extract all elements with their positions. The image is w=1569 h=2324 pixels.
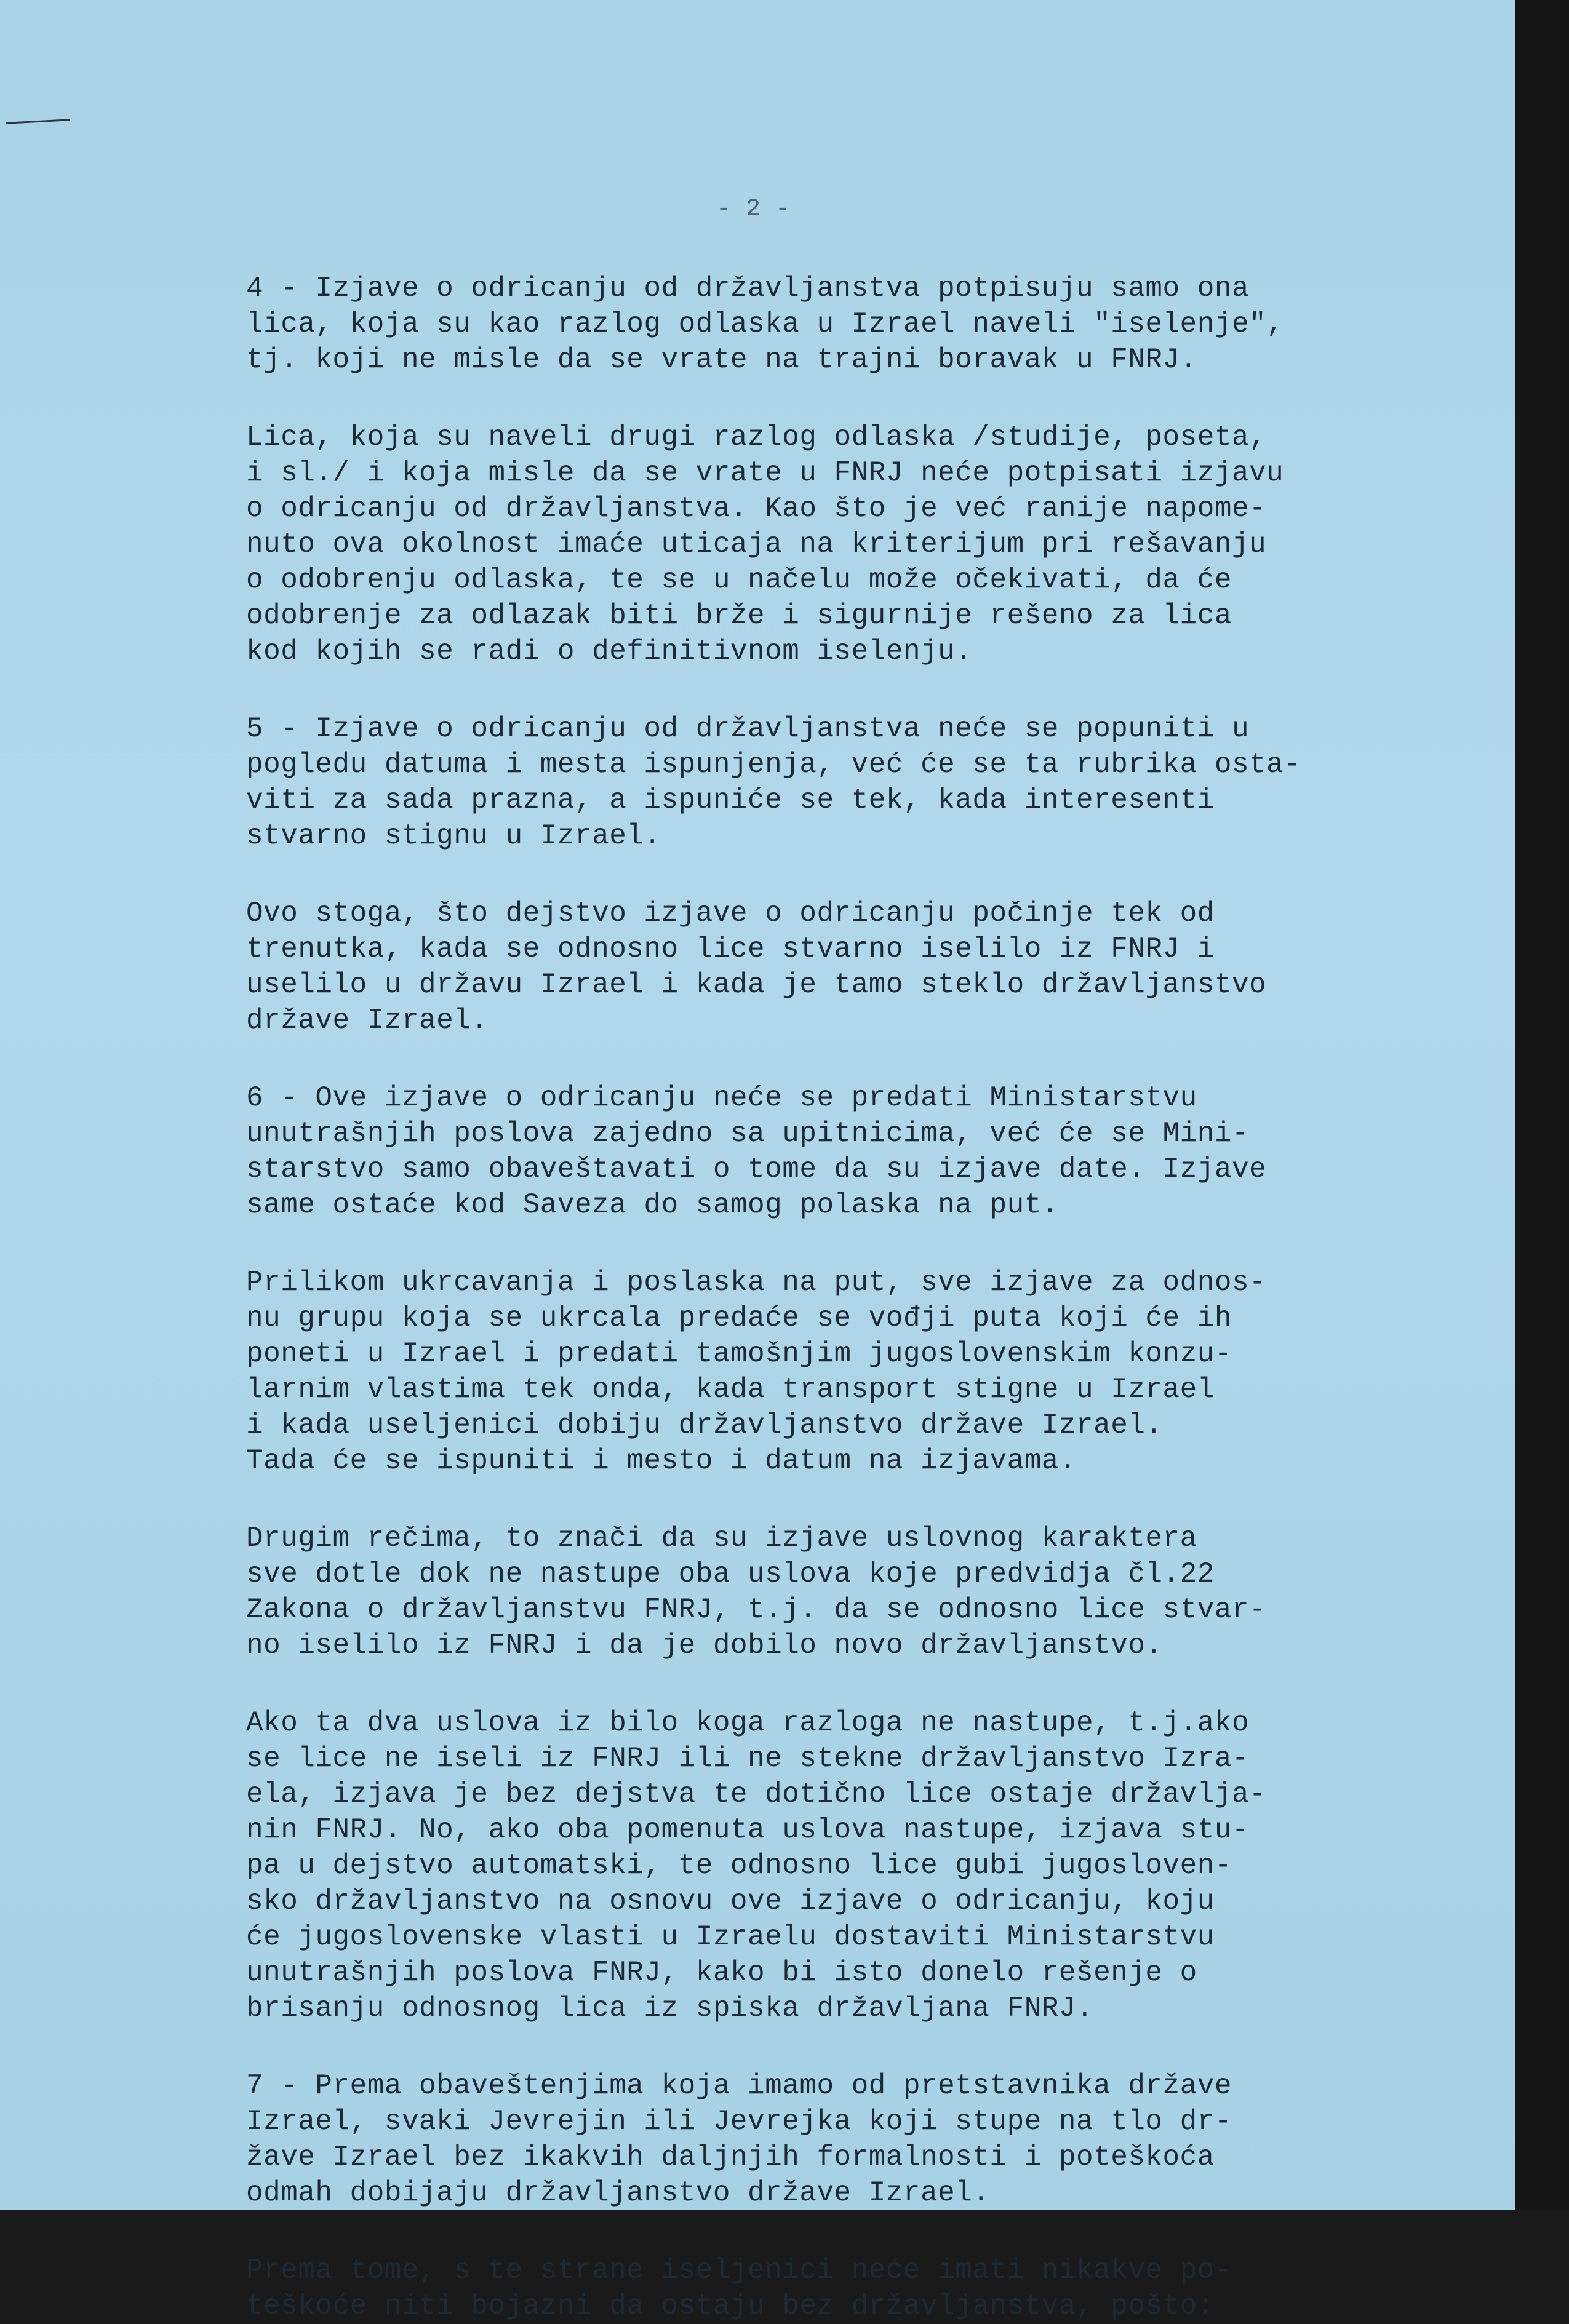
margin-mark	[6, 119, 70, 124]
paragraph-boarding: Prilikom ukrcavanja i poslaska na put, sve izjave za odnos- nu grupu koja se ukrcala predaće se vođji puta koji će ih poneti u Izrael i predati tamošnjim jugoslovenskim konzu- larnim vlastima tek onda, kada transport stigne u Izrael i kada useljenici dobiju državljanstvo države Izrael. Tada će se ispuniti i mesto i datum na izjavama.	[246, 1267, 1267, 1477]
paragraph-6-ministry: 6 - Ove izjave o odricanju neće se predati Ministarstvu unutrašnjih poslova zajedno sa upitnicima, već će se Mini- starstvo samo obaveštavati o tome da su izjave date. Izjave same ostaće kod Saveza do samog polaska na put.	[246, 1082, 1267, 1221]
paragraph-other-reasons: Lica, koja su naveli drugi razlog odlaska /studije, poseta, i sl./ i koja misle da se vrate u FNRJ neće potpisati izjavu o odricanju od državljanstva. Kao što je već ranije napome- nuto ova okolnost imaće uticaja na kriterijum pri rešavanju o odobrenju odlaska, te se u načelu može očekivati, da će odobrenje za odlazak biti brže i sigurnije rešeno za lica kod kojih se radi o definitivnom iselenju.	[246, 421, 1284, 667]
document-body	[246, 271, 1354, 2324]
scan-border	[1515, 0, 1569, 2210]
paragraph-7-israel-citizenship: 7 - Prema obaveštenjima koja imamo od pretstavnika države Izrael, svaki Jevrejin ili Jevrejka koji stupe na tlo dr- žave Izrael bez ikakvih daljnjih formalnosti i poteškoća odmah dobijaju državljanstvo države Izrael.	[246, 2070, 1232, 2209]
paragraph-effect-of-declaration: Ovo stoga, što dejstvo izjave o odricanju počinje tek od trenutka, kada se odnosno lice stvarno iselilo iz FNRJ i uselilo u državu Izrael i kada je tamo steklo državljanstvo države Izrael.	[246, 897, 1267, 1037]
paragraph-conclusion: Prema tome, s te strane iseljenici neće imati nikakve po- teškoće niti bojazni da ostaju bez državljanstva, pošto:	[246, 2254, 1232, 2322]
paragraph-conditions-not-met: Ako ta dva uslova iz bilo koga razloga ne nastupe, t.j.ako se lice ne iseli iz FNRJ ili ne stekne državljanstvo Izra- ela, izjava je bez dejstva te dotično lice ostaje državlja- nin FNRJ. No, ako oba pomenuta uslova nastupe, izjava stu- pa u dejstvo automatski, te odnosno lice gubi jugosloven- sko državljanstvo na osnovu ove izjave o odricanju, koju će jugoslovenske vlasti u Izraelu dostaviti Ministarstvu unutrašnjih poslova FNRJ, kako bi isto donelo rešenje o brisanju odnosnog lica iz spiska državljana FNRJ.	[246, 1707, 1267, 2024]
paragraph-4-declarations-signers: 4 - Izjave o odricanju od državljanstva potpisuju samo ona lica, koja su kao razlog odlaska u Izrael naveli "iselenje", tj. koji ne misle da se vrate na trajni boravak u FNRJ.	[246, 273, 1284, 376]
paragraph-5-date-place: 5 - Izjave o odricanju od državljanstva neće se popuniti u pogledu datuma i mesta ispunjenja, već će se ta rubrika osta- viti za sada prazna, a ispuniće se tek, kada interesenti stvarno stignu u Izrael.	[246, 713, 1301, 852]
paragraph-conditional-character: Drugim rečima, to znači da su izjave uslovnog karaktera sve dotle dok ne nastupe oba uslova koje predvidja čl.22 Zakona o državljanstvu FNRJ, t.j. da se odnosno lice stvar- no iselilo iz FNRJ i da je dobilo novo državljanstvo.	[246, 1522, 1267, 1661]
page-number: - 2 -	[716, 196, 791, 223]
